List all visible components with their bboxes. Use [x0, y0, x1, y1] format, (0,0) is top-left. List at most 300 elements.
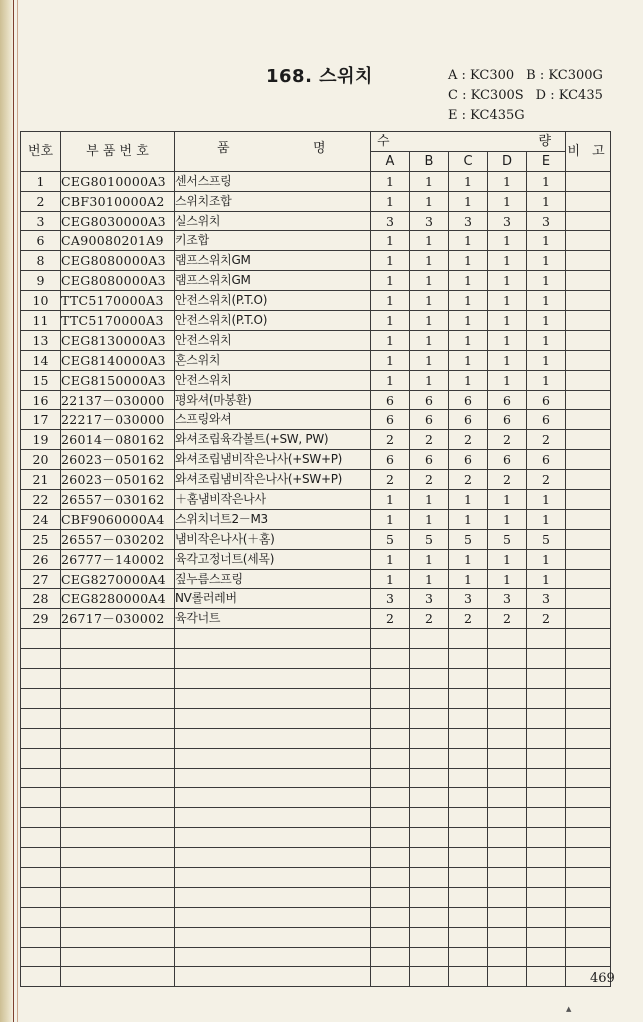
empty-cell [527, 748, 566, 768]
empty-cell [21, 629, 61, 649]
empty-cell [371, 967, 410, 987]
empty-cell [175, 828, 371, 848]
row-qty: 6 [488, 450, 527, 470]
row-qty: 1 [449, 291, 488, 311]
empty-cell [410, 688, 449, 708]
row-no: 19 [21, 430, 61, 450]
row-qty: 1 [449, 490, 488, 510]
row-qty: 3 [488, 589, 527, 609]
empty-cell [527, 708, 566, 728]
row-qty: 2 [371, 470, 410, 490]
empty-cell [410, 728, 449, 748]
header-model-d: D [488, 151, 527, 171]
row-part-name: 램프스위치GM [175, 271, 371, 291]
row-qty: 6 [488, 410, 527, 430]
empty-cell [21, 808, 61, 828]
empty-cell [527, 649, 566, 669]
table-row [21, 370, 611, 390]
header-part-no: 부 품 번 호 [61, 132, 175, 172]
row-no: 2 [21, 191, 61, 211]
empty-cell [61, 828, 175, 848]
header-remarks: 비 고 [566, 132, 611, 172]
row-no: 8 [21, 251, 61, 271]
table-row-empty [21, 728, 611, 748]
row-qty: 2 [410, 470, 449, 490]
row-qty: 1 [371, 291, 410, 311]
empty-cell [175, 728, 371, 748]
row-part-no: 26014－080162 [61, 430, 175, 450]
row-qty: 1 [449, 549, 488, 569]
row-qty: 2 [371, 609, 410, 629]
row-qty: 2 [527, 470, 566, 490]
model-name: KC300 [470, 68, 515, 83]
table-row-empty [21, 708, 611, 728]
row-no: 9 [21, 271, 61, 291]
row-qty: 3 [449, 589, 488, 609]
empty-cell [371, 867, 410, 887]
empty-cell [61, 788, 175, 808]
row-remarks [566, 191, 611, 211]
row-qty: 1 [410, 291, 449, 311]
row-qty: 2 [410, 430, 449, 450]
empty-cell [566, 768, 611, 788]
empty-cell [449, 629, 488, 649]
empty-cell [61, 649, 175, 669]
row-qty: 1 [488, 490, 527, 510]
row-no: 6 [21, 231, 61, 251]
row-qty: 3 [410, 589, 449, 609]
row-qty: 5 [527, 529, 566, 549]
model-name: KC435 [558, 88, 603, 103]
empty-cell [21, 708, 61, 728]
row-part-no: 26023－050162 [61, 470, 175, 490]
row-part-no: CEG8080000A3 [61, 251, 175, 271]
table-row-empty [21, 867, 611, 887]
model-code: C [448, 88, 458, 103]
row-remarks [566, 350, 611, 370]
empty-cell [175, 927, 371, 947]
row-qty: 2 [449, 470, 488, 490]
row-qty: 1 [410, 350, 449, 370]
row-part-name: 안전스위치(P.T.O) [175, 291, 371, 311]
empty-cell [175, 669, 371, 689]
empty-cell [488, 828, 527, 848]
row-part-name: 램프스위치GM [175, 251, 371, 271]
empty-cell [410, 887, 449, 907]
empty-cell [566, 788, 611, 808]
row-qty: 3 [527, 211, 566, 231]
empty-cell [566, 669, 611, 689]
row-part-name: 스프링와셔 [175, 410, 371, 430]
table-row [21, 211, 611, 231]
empty-cell [527, 728, 566, 748]
header-no: 번호 [21, 132, 61, 172]
table-row-empty [21, 808, 611, 828]
empty-cell [175, 967, 371, 987]
empty-cell [175, 688, 371, 708]
empty-cell [449, 728, 488, 748]
table-row [21, 330, 611, 350]
row-qty: 2 [488, 430, 527, 450]
model-name: KC300S [470, 88, 524, 103]
empty-cell [371, 728, 410, 748]
empty-cell [566, 629, 611, 649]
row-part-no: CEG8010000A3 [61, 171, 175, 191]
empty-cell [175, 768, 371, 788]
empty-cell [410, 748, 449, 768]
empty-cell [410, 649, 449, 669]
row-qty: 1 [527, 311, 566, 331]
empty-cell [410, 768, 449, 788]
empty-cell [61, 867, 175, 887]
empty-cell [371, 828, 410, 848]
row-no: 27 [21, 569, 61, 589]
empty-cell [410, 947, 449, 967]
row-remarks [566, 609, 611, 629]
empty-cell [175, 708, 371, 728]
empty-cell [371, 748, 410, 768]
empty-cell [449, 967, 488, 987]
empty-cell [527, 808, 566, 828]
row-qty: 6 [527, 410, 566, 430]
row-qty: 6 [527, 450, 566, 470]
row-part-no: CEG8140000A3 [61, 350, 175, 370]
empty-cell [449, 808, 488, 828]
row-qty: 1 [449, 509, 488, 529]
empty-cell [449, 708, 488, 728]
row-qty: 1 [371, 370, 410, 390]
row-remarks [566, 589, 611, 609]
empty-cell [21, 828, 61, 848]
row-remarks [566, 271, 611, 291]
row-qty: 1 [449, 191, 488, 211]
table-row-empty [21, 947, 611, 967]
row-remarks [566, 390, 611, 410]
row-remarks [566, 430, 611, 450]
row-qty: 1 [371, 251, 410, 271]
row-part-name: 평와셔(마봉환) [175, 390, 371, 410]
header-name-2: 명 [313, 141, 326, 156]
row-part-no: CEG8080000A3 [61, 271, 175, 291]
row-no: 15 [21, 370, 61, 390]
row-no: 3 [21, 211, 61, 231]
empty-cell [488, 669, 527, 689]
table-row-empty [21, 768, 611, 788]
row-part-name: 안전스위치 [175, 330, 371, 350]
row-qty: 1 [488, 370, 527, 390]
empty-cell [566, 907, 611, 927]
empty-cell [488, 708, 527, 728]
header-quantity-2: 량 [538, 134, 552, 149]
row-qty: 6 [410, 450, 449, 470]
row-qty: 1 [488, 549, 527, 569]
row-qty: 1 [449, 370, 488, 390]
empty-cell [371, 927, 410, 947]
row-part-no: TTC5170000A3 [61, 291, 175, 311]
row-part-name: 실스위치 [175, 211, 371, 231]
row-qty: 1 [488, 311, 527, 331]
empty-cell [61, 728, 175, 748]
empty-cell [527, 907, 566, 927]
row-qty: 1 [410, 370, 449, 390]
empty-cell [61, 808, 175, 828]
row-part-no: 26717－030002 [61, 609, 175, 629]
empty-cell [488, 688, 527, 708]
row-remarks [566, 251, 611, 271]
row-remarks [566, 171, 611, 191]
table-row [21, 350, 611, 370]
row-no: 1 [21, 171, 61, 191]
model-legend [448, 66, 603, 126]
row-qty: 5 [488, 529, 527, 549]
table-row-empty [21, 688, 611, 708]
parts-table [20, 131, 611, 987]
empty-cell [61, 688, 175, 708]
table-row [21, 509, 611, 529]
empty-cell [410, 669, 449, 689]
empty-cell [527, 669, 566, 689]
empty-cell [449, 788, 488, 808]
empty-cell [410, 828, 449, 848]
empty-cell [175, 907, 371, 927]
empty-cell [449, 828, 488, 848]
model-name: KC435G [470, 108, 525, 123]
empty-cell [527, 629, 566, 649]
row-part-name: 육각너트 [175, 609, 371, 629]
empty-cell [449, 867, 488, 887]
empty-cell [21, 788, 61, 808]
row-no: 10 [21, 291, 61, 311]
row-remarks [566, 569, 611, 589]
row-qty: 6 [410, 410, 449, 430]
row-part-name: 냄비작은나사(＋홈) [175, 529, 371, 549]
table-row [21, 569, 611, 589]
empty-cell [410, 808, 449, 828]
row-qty: 1 [449, 251, 488, 271]
row-qty: 1 [527, 490, 566, 510]
model-code: D [535, 88, 547, 103]
row-qty: 1 [410, 569, 449, 589]
empty-cell [527, 788, 566, 808]
row-qty: 3 [527, 589, 566, 609]
row-qty: 1 [527, 231, 566, 251]
row-part-no: CEG8130000A3 [61, 330, 175, 350]
empty-cell [61, 967, 175, 987]
empty-cell [175, 867, 371, 887]
row-remarks [566, 410, 611, 430]
row-part-no: CBF3010000A2 [61, 191, 175, 211]
empty-cell [527, 947, 566, 967]
model-code: E [448, 108, 458, 123]
row-no: 16 [21, 390, 61, 410]
row-qty: 1 [410, 490, 449, 510]
row-qty: 1 [371, 271, 410, 291]
empty-cell [449, 768, 488, 788]
empty-cell [449, 748, 488, 768]
row-qty: 1 [527, 171, 566, 191]
empty-cell [566, 927, 611, 947]
table-row [21, 390, 611, 410]
row-qty: 6 [449, 410, 488, 430]
empty-cell [410, 708, 449, 728]
row-no: 24 [21, 509, 61, 529]
row-qty: 1 [449, 569, 488, 589]
row-qty: 6 [410, 390, 449, 410]
empty-cell [527, 848, 566, 868]
row-part-name: 센서스프링 [175, 171, 371, 191]
binding-edge [0, 0, 14, 1022]
row-qty: 1 [371, 490, 410, 510]
empty-cell [566, 887, 611, 907]
row-qty: 6 [488, 390, 527, 410]
row-remarks [566, 470, 611, 490]
row-qty: 1 [410, 191, 449, 211]
empty-cell [566, 867, 611, 887]
row-qty: 2 [527, 430, 566, 450]
empty-cell [449, 947, 488, 967]
row-part-name: 안전스위치 [175, 370, 371, 390]
empty-cell [21, 669, 61, 689]
empty-cell [21, 768, 61, 788]
empty-cell [488, 808, 527, 828]
row-qty: 1 [449, 311, 488, 331]
empty-cell [61, 947, 175, 967]
row-qty: 1 [527, 350, 566, 370]
row-qty: 1 [527, 370, 566, 390]
table-row [21, 251, 611, 271]
empty-cell [566, 947, 611, 967]
empty-cell [527, 887, 566, 907]
row-qty: 5 [449, 529, 488, 549]
empty-cell [21, 927, 61, 947]
empty-cell [21, 728, 61, 748]
row-remarks [566, 529, 611, 549]
row-part-no: 26557－030202 [61, 529, 175, 549]
row-qty: 1 [449, 350, 488, 370]
row-qty: 6 [449, 450, 488, 470]
row-qty: 2 [371, 430, 410, 450]
empty-cell [488, 748, 527, 768]
empty-cell [566, 688, 611, 708]
empty-cell [61, 669, 175, 689]
table-row [21, 609, 611, 629]
empty-cell [371, 629, 410, 649]
row-qty: 1 [488, 330, 527, 350]
header-name-1: 품 [217, 141, 230, 156]
row-no: 29 [21, 609, 61, 629]
table-row-empty [21, 907, 611, 927]
empty-cell [21, 967, 61, 987]
row-remarks [566, 509, 611, 529]
row-qty: 1 [449, 171, 488, 191]
empty-cell [488, 728, 527, 748]
empty-cell [488, 649, 527, 669]
empty-cell [488, 629, 527, 649]
table-row-empty [21, 887, 611, 907]
row-part-name: 짚누름스프링 [175, 569, 371, 589]
header-name [175, 132, 371, 172]
row-part-no: TTC5170000A3 [61, 311, 175, 331]
row-qty: 6 [371, 450, 410, 470]
row-qty: 6 [449, 390, 488, 410]
row-qty: 1 [488, 569, 527, 589]
row-part-no: CEG8270000A4 [61, 569, 175, 589]
empty-cell [566, 728, 611, 748]
row-qty: 1 [527, 549, 566, 569]
empty-cell [488, 768, 527, 788]
empty-cell [488, 927, 527, 947]
row-qty: 1 [449, 271, 488, 291]
row-no: 14 [21, 350, 61, 370]
empty-cell [61, 768, 175, 788]
row-qty: 1 [527, 291, 566, 311]
empty-cell [21, 887, 61, 907]
row-qty: 3 [371, 211, 410, 231]
row-qty: 1 [410, 330, 449, 350]
row-part-name: 와셔조립냄비작은나사(+SW+P) [175, 450, 371, 470]
row-qty: 1 [371, 330, 410, 350]
empty-cell [175, 629, 371, 649]
row-part-no: CEG8030000A3 [61, 211, 175, 231]
empty-cell [410, 788, 449, 808]
empty-cell [371, 788, 410, 808]
model-code: A [448, 68, 458, 83]
gutter-line-secondary [17, 0, 18, 1022]
empty-cell [566, 808, 611, 828]
model-legend-line: C : KC300S D : KC435 [448, 88, 603, 103]
table-row [21, 589, 611, 609]
empty-cell [371, 649, 410, 669]
row-qty: 1 [410, 171, 449, 191]
row-qty: 1 [527, 251, 566, 271]
table-row [21, 549, 611, 569]
header-quantity [371, 132, 566, 152]
empty-cell [371, 768, 410, 788]
row-qty: 6 [371, 410, 410, 430]
row-qty: 1 [371, 191, 410, 211]
empty-cell [410, 629, 449, 649]
empty-cell [527, 967, 566, 987]
empty-cell [449, 927, 488, 947]
empty-cell [21, 649, 61, 669]
row-qty: 2 [488, 609, 527, 629]
page-number: 469 [590, 971, 615, 986]
empty-cell [449, 669, 488, 689]
empty-cell [566, 848, 611, 868]
row-no: 26 [21, 549, 61, 569]
row-qty: 1 [527, 509, 566, 529]
row-qty: 2 [527, 609, 566, 629]
table-row [21, 430, 611, 450]
row-qty: 3 [371, 589, 410, 609]
empty-cell [371, 907, 410, 927]
row-qty: 2 [449, 609, 488, 629]
row-part-name: 육각고정너트(세목) [175, 549, 371, 569]
row-qty: 1 [488, 291, 527, 311]
row-qty: 1 [371, 350, 410, 370]
row-qty: 1 [371, 549, 410, 569]
row-part-no: CEG8280000A4 [61, 589, 175, 609]
table-row-empty [21, 629, 611, 649]
row-no: 11 [21, 311, 61, 331]
row-part-no: CA90080201A9 [61, 231, 175, 251]
row-qty: 6 [371, 390, 410, 410]
empty-cell [527, 828, 566, 848]
row-no: 28 [21, 589, 61, 609]
row-no: 21 [21, 470, 61, 490]
empty-cell [566, 748, 611, 768]
row-qty: 5 [371, 529, 410, 549]
